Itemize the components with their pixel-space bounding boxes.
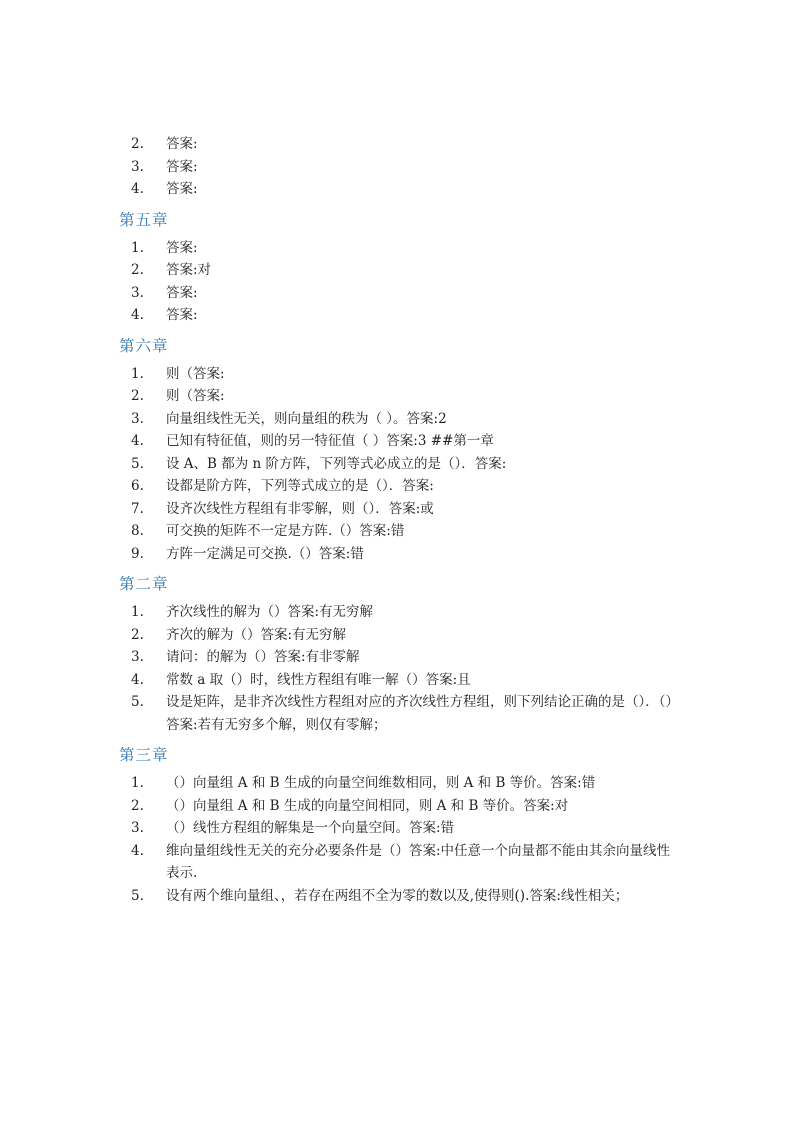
- question-text: 答案:: [166, 307, 198, 323]
- question-number: 7.: [131, 500, 144, 517]
- question-item: [0, 601, 793, 624]
- question-number: 3.: [131, 284, 144, 301]
- question-item: [0, 385, 793, 408]
- question-number: 2.: [131, 797, 144, 814]
- question-number: 1.: [131, 775, 144, 791]
- question-item: [0, 498, 793, 521]
- question-text: 设 A、B 都为 n 阶方阵，下列等式必成立的是（）．答案:: [166, 455, 507, 472]
- question-number: 6.: [131, 478, 144, 494]
- question-number: 4.: [131, 842, 144, 859]
- question-number: 1.: [131, 239, 144, 256]
- question-item: [0, 669, 793, 692]
- question-number: 5.: [131, 694, 144, 710]
- question-item: [0, 259, 793, 282]
- question-number: 3.: [131, 649, 144, 665]
- question-text: 齐次的解为（）答案:有无穷解: [166, 626, 347, 643]
- question-list: [0, 133, 793, 201]
- question-item: [0, 520, 793, 543]
- question-text: 答案:: [166, 284, 198, 301]
- question-text: 设都是阶方阵，下列等式成立的是（）．答案:: [166, 478, 434, 494]
- question-item: [0, 304, 793, 327]
- question-item: [0, 646, 793, 669]
- question-text: 答案:: [166, 136, 198, 152]
- question-item: [0, 430, 793, 453]
- question-item: [0, 624, 793, 647]
- question-text: （）向量组 A 和 B 生成的向量空间维数相同，则 A 和 B 等价。答案:错: [166, 775, 596, 791]
- question-item: [0, 840, 793, 885]
- question-text: 维向量组线性无关的充分必要条件是（）答案:中任意一个向量都不能由其余向量线性表示.: [166, 842, 671, 881]
- question-item: [0, 237, 793, 260]
- question-number: 5.: [131, 455, 144, 472]
- question-number: 5.: [131, 887, 144, 904]
- question-item: [0, 795, 793, 818]
- question-text: （）线性方程组的解集是一个向量空间。答案:错: [166, 820, 455, 836]
- question-text: 设齐次线性方程组有非零解，则（）．答案:或: [166, 500, 434, 517]
- question-item: [0, 133, 793, 156]
- question-number: 4.: [131, 307, 144, 323]
- question-item: [0, 408, 793, 431]
- question-text: 设是矩阵，是非齐次线性方程组对应的齐次线性方程组，则下列结论正确的是（）．（）答案:若有无穷多个解，则仅有零解；: [166, 694, 673, 733]
- question-text: 则（答案:: [166, 388, 225, 404]
- question-text: 已知有特征值，则的另一特征值（ ）答案:3 ##第一章: [166, 433, 494, 449]
- question-item: [0, 453, 793, 476]
- question-text: 答案:: [166, 239, 198, 256]
- question-number: 9.: [131, 545, 144, 562]
- question-item: [0, 282, 793, 305]
- question-number: 4.: [131, 433, 144, 449]
- question-item: [0, 156, 793, 179]
- question-number: 8.: [131, 523, 144, 539]
- document-content: [0, 133, 793, 907]
- question-item: [0, 543, 793, 566]
- question-item: [0, 691, 793, 736]
- question-text: 请问：的解为（）答案:有非零解: [166, 649, 360, 665]
- question-text: 方阵一定满足可交换.（）答案:错: [166, 545, 364, 562]
- question-item: [0, 363, 793, 386]
- question-item: [0, 817, 793, 840]
- question-number: 3.: [131, 410, 144, 427]
- question-number: 4.: [131, 671, 144, 688]
- chapter-heading: 第六章: [119, 336, 169, 355]
- question-text: 常数 a 取（）时，线性方程组有唯一解（）答案:且: [166, 671, 471, 688]
- question-list: [0, 363, 793, 566]
- question-text: 答案:: [166, 181, 198, 197]
- question-number: 1.: [131, 604, 144, 620]
- question-text: 则（答案:: [166, 365, 225, 382]
- question-text: 答案:: [166, 158, 198, 175]
- question-text: 设有两个维向量组、，若存在两组不全为零的数以及,使得则().答案:线性相关；: [166, 887, 629, 904]
- question-item: [0, 772, 793, 795]
- question-number: 2.: [131, 388, 144, 404]
- question-list: [0, 601, 793, 736]
- question-text: 向量组线性无关，则向量组的秩为（ ）。答案:2: [166, 410, 447, 427]
- question-item: [0, 885, 793, 908]
- question-text: 答案:对: [166, 262, 212, 278]
- question-number: 1.: [131, 365, 144, 382]
- question-number: 2.: [131, 626, 144, 643]
- question-list: [0, 772, 793, 907]
- chapter-heading: 第五章: [119, 210, 169, 229]
- question-number: 3.: [131, 820, 144, 836]
- question-number: 3.: [131, 158, 144, 175]
- question-number: 2.: [131, 136, 144, 152]
- question-number: 4.: [131, 181, 144, 197]
- question-text: 齐次线性的解为（）答案:有无穷解: [166, 604, 374, 620]
- chapter-heading: 第二章: [119, 575, 169, 593]
- chapter-heading: 第三章: [119, 746, 169, 764]
- question-number: 2.: [131, 262, 144, 278]
- question-text: 可交换的矩阵不一定是方阵.（）答案:错: [166, 523, 405, 539]
- question-list: [0, 237, 793, 327]
- question-item: [0, 178, 793, 201]
- question-text: （）向量组 A 和 B 生成的向量空间相同，则 A 和 B 等价。答案:对: [166, 797, 569, 814]
- question-item: [0, 475, 793, 498]
